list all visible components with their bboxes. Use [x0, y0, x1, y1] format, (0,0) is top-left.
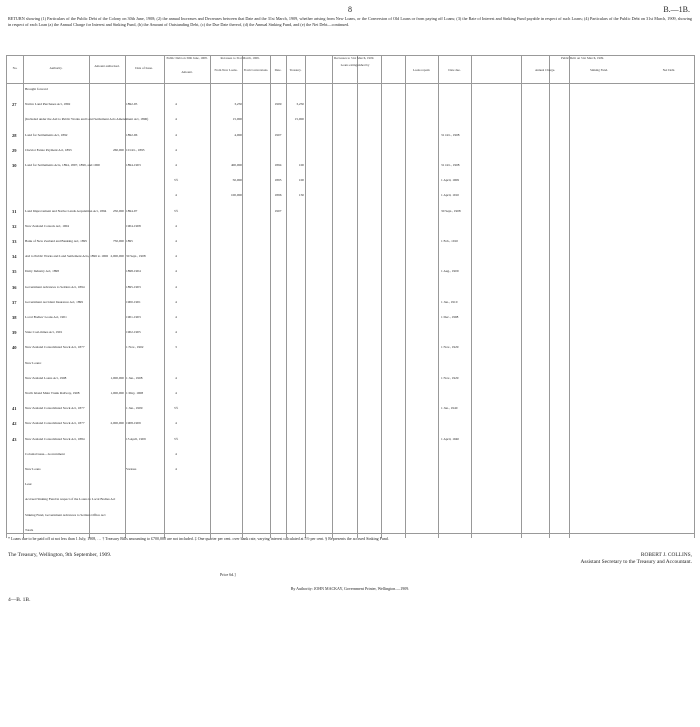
cell-date: 10 Oct., 1893 — [126, 147, 145, 152]
table-row — [6, 224, 694, 229]
cell-wdate: 1 Nov., 1929 — [441, 375, 459, 380]
cell-rate: 4 — [175, 163, 177, 167]
cell-auth: Native Land Purchases Act, 1892 — [25, 102, 71, 107]
cell-wdate: 1 Feb., 1910 — [441, 239, 458, 243]
cell-date: 1908-1909 — [126, 421, 141, 426]
cell-tf: 100 — [298, 178, 304, 183]
table-row — [6, 452, 694, 457]
table-row — [6, 102, 694, 107]
col-header-net-debt: Net Debt. — [662, 68, 676, 72]
cell-auth: Government Accident Insurance Act, 1899 — [25, 299, 83, 304]
signatory — [580, 552, 692, 565]
cell-rate: 4 — [175, 421, 177, 426]
cell-wdate: 1 Dec., 1908 — [441, 315, 459, 319]
cell-auth: New Zealand Loans Act, 1908 — [25, 375, 67, 380]
cell-amtA: 2,000,000 — [110, 421, 124, 426]
cell-tf: 3,250 — [296, 102, 304, 107]
cell-auth: Less: — [25, 482, 33, 487]
col-header-amount-authorised: Amount authorised. — [94, 64, 120, 68]
table-row — [6, 315, 694, 320]
cell-auth: New Zealand Consolidated Stock Act, 1877 — [25, 421, 85, 426]
cell-no: 43 — [12, 436, 17, 442]
cell-dt: 1894 — [274, 163, 282, 167]
cell-dt: 1907 — [274, 208, 282, 213]
cell-rate: 3 — [175, 345, 177, 350]
cell-wdate: 1 Nov., 1929 — [441, 345, 459, 350]
cell-wdate: 31 Oct., 1908 — [441, 163, 460, 167]
col-header-public-debt-1908: Public Debt on 30th June, 1908. — [166, 56, 208, 60]
cell-no: 31 — [12, 208, 17, 214]
cell-rate: 3½ — [173, 436, 179, 441]
cell-wdate: 1 April, 1940 — [441, 436, 459, 441]
cell-date: 1 Nov., 1902 — [126, 345, 144, 350]
table-row — [6, 178, 694, 183]
cell-auth: Land for Settlements Acts, 1894, 1897, 1899, and 1900 — [25, 163, 100, 167]
cell-rate: 3½ — [173, 178, 179, 183]
cell-rate: 4 — [175, 375, 177, 380]
cell-no: 33 — [12, 239, 17, 244]
table-row — [6, 239, 694, 244]
cell-amtA: 250,000 — [112, 208, 124, 213]
table-row — [6, 406, 694, 411]
treasury-date-line: The Treasury, Wellington, 9th September, 1909. — [8, 552, 112, 558]
printer-imprint: By Authority: JOHN MACKAY, Government Printer, Wellington.—1909. — [290, 586, 410, 591]
cell-wdate: 1 April, 1909 — [441, 178, 459, 183]
cell-dt: 1896 — [274, 193, 282, 198]
cell-date: 1892-95 — [126, 102, 138, 107]
cell-dt: 1909 — [274, 102, 282, 107]
table-row — [6, 133, 694, 138]
signatory-title: Assistant Secretary to the Treasury and Accountant. — [580, 558, 692, 565]
cell-rate: 4 — [175, 315, 177, 319]
cell-date: 1901-1903 — [126, 315, 141, 319]
table-row — [6, 148, 694, 153]
cell-auth: Dairy Industry Act, 1898 — [25, 269, 59, 274]
cell-auth: Accrued Sinking Fund in respect of the Loans to Local Bodies Act — [25, 497, 116, 502]
table-row — [6, 117, 694, 122]
cell-no: 30 — [12, 163, 17, 168]
cell-date: Various — [126, 467, 137, 471]
cell-auth: Cheviot Estate Payment Act, 1893 — [25, 147, 72, 152]
cell-date: 1894-1903 — [126, 163, 141, 167]
cell-no: 32 — [12, 223, 17, 229]
col-header-treasury: Treasury. — [289, 68, 302, 72]
col-header-date: Date. — [274, 68, 282, 72]
cell-rate: 4 — [175, 269, 177, 274]
cell-cfNew: 4,000 — [234, 132, 242, 137]
cell-rate: 4 — [175, 223, 177, 228]
table-row — [6, 193, 694, 198]
col-header-amount: Amount. — [181, 70, 193, 74]
table-row — [6, 497, 694, 502]
cell-no: 28 — [12, 132, 17, 138]
cell-amtA: 1,000,000 — [110, 375, 124, 380]
cell-tf: 150 — [298, 193, 304, 198]
cell-auth: State Coal-mines Act, 1901 — [25, 330, 63, 335]
cell-date: 1 May, 1908 — [126, 391, 144, 395]
cell-no: 34 — [12, 254, 17, 260]
page-footer-reference: 4—B. 1B. — [8, 597, 31, 603]
cell-tf: 100 — [298, 163, 304, 167]
cell-dt: 1907 — [274, 132, 282, 137]
cell-auth: Government Advances to Settlers Act, 1894 — [25, 284, 85, 289]
cell-auth: New Loans: — [25, 360, 42, 365]
cell-wdate: 30 Sept., 1908 — [441, 208, 461, 213]
table-row — [6, 513, 694, 518]
cell-no: 38 — [12, 315, 17, 320]
cell-date: 1894-97 — [126, 208, 138, 213]
cell-wdate: 31 Oct., 1908 — [441, 132, 460, 137]
cell-rate: 4 — [175, 391, 177, 395]
cell-auth: New Zealand Consolidated Stock Act, 1877 — [25, 406, 85, 411]
col-header-new-loans: From New Loans. — [214, 68, 238, 72]
cell-rate: 4 — [175, 239, 177, 243]
cell-no: 42 — [12, 421, 17, 427]
table-row — [6, 285, 694, 290]
table-row — [6, 361, 694, 366]
cell-rate: 4 — [175, 330, 177, 335]
table-row — [6, 209, 694, 214]
table-row — [6, 391, 694, 396]
cell-amtA: 260,000 — [112, 147, 124, 152]
col-header-loans-extinguished: Loans extinguished by — [340, 63, 370, 67]
cell-amtA: 750,000 — [112, 239, 124, 243]
cell-no: 35 — [12, 269, 17, 275]
cell-auth: Totals — [25, 527, 34, 532]
cell-amtA: 2,000,000 — [110, 254, 124, 259]
page-number: 8 — [348, 5, 352, 14]
cell-no: 27 — [12, 102, 17, 108]
cell-no: 39 — [12, 330, 17, 336]
col-header-no: No. — [12, 66, 18, 70]
cell-auth: Brought forward — [25, 87, 48, 91]
cell-auth: New Zealand Consolidated Stock Act, 1884 — [25, 436, 85, 441]
cell-auth: Land Improvement and Native Lands Acquisition Act, 1894 — [25, 208, 107, 213]
cell-rate: 3½ — [173, 208, 179, 213]
cell-rate: 4 — [175, 132, 177, 137]
col-header-date-due: Date due. — [448, 68, 461, 72]
col-header-authority: Authority. — [49, 66, 63, 70]
cell-date: 1898-1904 — [126, 269, 141, 274]
col-header-public-debt-1909: Public Debt on 31st March, 1909. — [560, 56, 605, 60]
cell-rate: 4 — [175, 299, 177, 304]
table-row — [6, 300, 694, 305]
cell-rate: 4 — [175, 147, 177, 152]
footnote: * Loans due to be paid off at not less than 1 July, 1908, … † Treasury Bills amounting to £700,000 are not included. ‡ One quarter per cent. over bank rate, varying interest calculated at 5½ per cent. § Represents the accrued Sinking Fund. — [8, 536, 389, 541]
table-row — [6, 376, 694, 381]
cell-rate: 4 — [175, 193, 177, 198]
cell-auth: North Island Main Trunk Railway, 1908 — [25, 391, 80, 395]
cell-tf: 15,000 — [294, 117, 304, 122]
col-header-loans-repaid: Loans repaid. — [412, 68, 431, 72]
table-row — [6, 330, 694, 335]
signatory-name: ROBERT J. COLLINS, — [640, 552, 692, 558]
cell-date: 1895 — [126, 239, 133, 243]
cell-cfNew: 15,000 — [232, 117, 242, 122]
cell-auth: Bank of New Zealand and Banking Act, 1895 — [25, 239, 87, 243]
cell-auth: New Zealand Consolidated Stock Act, 1877 — [25, 345, 85, 350]
signature-block — [8, 552, 692, 565]
cell-cfNew: 50,000 — [232, 178, 242, 183]
col-header-date-of-issue: Date of Issue. — [135, 66, 153, 70]
cell-date: 15 April, 1909 — [126, 436, 146, 441]
cell-rate: 4 — [175, 102, 177, 107]
cell-wdate: 1 April, 1910 — [441, 193, 459, 198]
col-header-increases: Increases to 31st March, 1909. — [220, 56, 260, 60]
price-note: Price 6d.] — [220, 572, 236, 577]
table-row — [6, 421, 694, 426]
cell-rate: 4 — [175, 254, 177, 259]
cell-date: 1892-96 — [126, 132, 138, 137]
col-header-decreases: Decreases to 31st March, 1909. — [333, 56, 375, 60]
cell-rate: 4 — [175, 117, 177, 122]
cell-date: 1895-1903 — [126, 284, 141, 289]
paper-reference: B.—1B. — [663, 5, 690, 14]
table-row — [6, 87, 694, 92]
debt-table — [6, 55, 694, 538]
cell-cfNew: 3,250 — [234, 102, 242, 107]
return-title: RETURN showing (1) Particulars of the Public Debt of the Colony on 30th June, 1908; (2) the annual Increases and Decreases between that Date and the 31st March, 1909, whether arising from New Loans, or the Conversion of Old Loans or from paying off Loans; (3) the Rate of Interest and Sinking Fund payable in respect of such Loans; (4) Particulars of the Public Debt on 31st March, 1909, showing in respect of each Loan (a) the Annual Charge for Interest and Sinking Fund, (b) the Amount of Outstanding Debt, (c) the Due Date thereof, (d) the Annual Sinking Fund, and (e) the Net Debt—continued. — [8, 16, 692, 27]
cell-rate: 4 — [175, 451, 177, 456]
table-row — [6, 254, 694, 259]
cell-date: 1902-1905 — [126, 330, 141, 335]
cell-no: 41 — [12, 406, 17, 412]
cell-date: 30 Sept., 1908 — [126, 254, 146, 259]
cell-cfNew: 100,000 — [230, 193, 242, 198]
cell-auth: Colonial issue—Government — [25, 451, 65, 456]
table-row — [6, 437, 694, 442]
cell-rate: 3½ — [173, 406, 179, 411]
col-header-conversions: From Conversions. — [243, 68, 269, 72]
col-header-sinking-fund: Sinking Fund. — [589, 68, 609, 72]
cell-wdate: 1 Jan., 1910 — [441, 299, 458, 304]
table-row — [6, 345, 694, 350]
table-row — [6, 269, 694, 274]
cell-auth: Local Bodies' Loans Act, 1901 — [25, 315, 67, 319]
cell-rate: 4 — [175, 284, 177, 289]
cell-auth: Aid to Public Works and Land Settlement Acts, 1896 to 1906 — [25, 254, 109, 259]
cell-amtA: 1,000,000 — [110, 391, 124, 395]
table-row — [6, 163, 694, 168]
cell-no: 36 — [12, 284, 17, 290]
col-header-annual-charge: Annual Charge. — [534, 68, 556, 72]
cell-no: 29 — [12, 147, 17, 153]
cell-date: 1 Jan., 1908 — [126, 375, 143, 380]
cell-no: 37 — [12, 299, 17, 305]
cell-wdate: 1 Aug., 1909 — [441, 269, 459, 274]
cell-auth: New Zealand Consols Act, 1904 — [25, 223, 69, 228]
cell-auth: Sinking Fund, Government Advances to Settlers Office Act — [25, 512, 106, 517]
cell-dt: 1895 — [274, 178, 282, 183]
cell-rate: 4 — [175, 467, 177, 471]
cell-cfNew: 400,000 — [230, 163, 242, 167]
cell-auth: (Included under the Aid to Public Works and Land Settlement Acts Amendment Act, 1896) — [25, 117, 149, 122]
cell-date: 1900-1901 — [126, 299, 141, 304]
cell-auth: Land for Settlements Act, 1892 — [25, 132, 68, 137]
table-row — [6, 467, 694, 472]
cell-no: 40 — [12, 345, 17, 351]
cell-wdate: 1 Jan., 1940 — [441, 406, 458, 411]
column-rules — [6, 55, 694, 538]
table-row — [6, 482, 694, 487]
cell-date: 1 Jan., 1909 — [126, 406, 143, 411]
cell-date: 1904-1908 — [126, 223, 141, 228]
cell-auth: New Loans — [25, 467, 41, 471]
